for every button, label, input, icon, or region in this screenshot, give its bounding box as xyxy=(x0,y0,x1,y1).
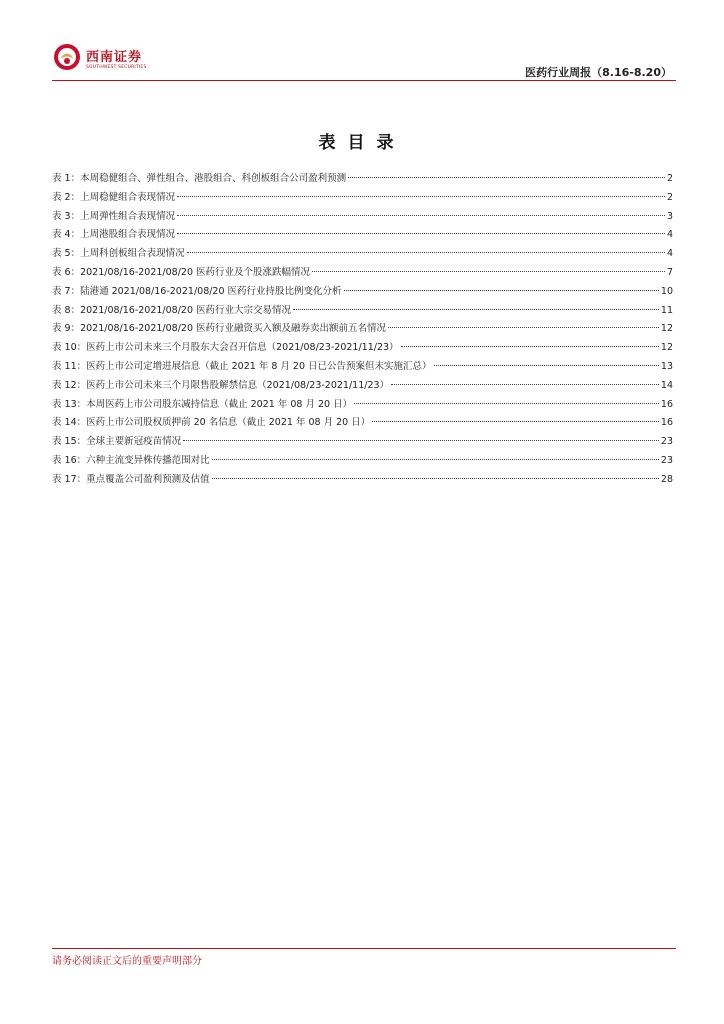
page-header xyxy=(52,40,676,82)
toc-entry-label[interactable]: 表 3：上周弹性组合表现情况 xyxy=(52,210,176,222)
toc-leader-dots xyxy=(293,309,659,310)
toc-entry-page[interactable]: 3 xyxy=(666,210,673,222)
toc-leader-dots xyxy=(177,215,665,216)
footer-disclaimer: 请务必阅读正文后的重要声明部分 xyxy=(52,956,202,967)
toc-entry-label[interactable]: 表 9：2021/08/16-2021/08/20 医药行业融资买入额及融券卖出额前五名情况 xyxy=(52,323,387,335)
toc-entry[interactable] xyxy=(52,226,673,245)
toc-entry[interactable] xyxy=(52,358,673,377)
toc-entry-page[interactable]: 13 xyxy=(660,360,673,372)
toc-entry[interactable] xyxy=(52,396,673,415)
toc-entry-label[interactable]: 表 12：医药上市公司未来三个月限售股解禁信息（2021/08/23-2021/11/23） xyxy=(52,379,390,391)
toc-leader-dots xyxy=(372,421,659,422)
toc-entry-label[interactable]: 表 2：上周稳健组合表现情况 xyxy=(52,191,176,203)
toc-entry-label[interactable]: 表 6：2021/08/16-2021/08/20 医药行业及个股涨跌幅情况 xyxy=(52,266,311,278)
toc-entry-page[interactable]: 12 xyxy=(660,342,673,354)
toc-entry-page[interactable]: 14 xyxy=(660,379,673,391)
toc-entry-label[interactable]: 表 17：重点覆盖公司盈利预测及估值 xyxy=(52,473,210,485)
toc-entry-page[interactable]: 23 xyxy=(660,454,673,466)
toc-entry[interactable] xyxy=(52,414,673,433)
toc-entry[interactable] xyxy=(52,208,673,227)
toc-entry-page[interactable]: 2 xyxy=(666,191,673,203)
toc-entry[interactable] xyxy=(52,302,673,321)
toc-leader-dots xyxy=(212,459,659,460)
toc-entry-label[interactable]: 表 15：全球主要新冠疫苗情况 xyxy=(52,436,182,448)
table-of-contents xyxy=(52,170,673,490)
toc-entry-page[interactable]: 28 xyxy=(660,473,673,485)
toc-entry[interactable] xyxy=(52,170,673,189)
toc-entry-page[interactable]: 7 xyxy=(666,266,673,278)
toc-entry-label[interactable]: 表 13：本周医药上市公司股东减持信息（截止 2021 年 08 月 20 日） xyxy=(52,398,353,410)
toc-entry-page[interactable]: 12 xyxy=(660,323,673,335)
header-divider xyxy=(52,80,676,81)
toc-entry-page[interactable]: 10 xyxy=(660,285,673,297)
toc-leader-dots xyxy=(348,177,665,178)
toc-leader-dots xyxy=(312,271,665,272)
toc-entry-label[interactable]: 表 1：本周稳健组合、弹性组合、港股组合、科创板组合公司盈利预测 xyxy=(52,173,347,184)
toc-entry[interactable] xyxy=(52,283,673,302)
toc-entry-label[interactable]: 表 11：医药上市公司定增进展信息（截止 2021 年 8 月 20 日已公告预案但未实施汇总） xyxy=(52,360,432,372)
toc-entry-label[interactable]: 表 14：医药上市公司股权质押前 20 名信息（截止 2021 年 08 月 20 日） xyxy=(52,417,371,429)
toc-entry[interactable] xyxy=(52,452,673,471)
toc-entry[interactable] xyxy=(52,264,673,283)
toc-entry[interactable] xyxy=(52,377,673,396)
toc-entry-label[interactable]: 表 16：六种主流变异株传播范围对比 xyxy=(52,454,210,466)
toc-leader-dots xyxy=(391,384,659,385)
toc-entry[interactable] xyxy=(52,320,673,339)
logo-chinese-name: 西南证券 xyxy=(86,50,143,65)
toc-entry-page[interactable]: 23 xyxy=(660,436,673,448)
toc-leader-dots xyxy=(388,327,659,328)
toc-leader-dots xyxy=(187,252,665,253)
toc-entry[interactable] xyxy=(52,433,673,452)
toc-leader-dots xyxy=(212,478,659,479)
toc-leader-dots xyxy=(177,233,665,234)
toc-leader-dots xyxy=(344,290,659,291)
toc-entry-page[interactable]: 16 xyxy=(660,398,673,410)
toc-entry-label[interactable]: 表 8：2021/08/16-2021/08/20 医药行业大宗交易情况 xyxy=(52,304,292,316)
toc-entry[interactable] xyxy=(52,189,673,208)
logo-english-name: SOUTHWEST SECURITIES xyxy=(86,65,147,70)
toc-leader-dots xyxy=(354,403,659,404)
toc-leader-dots xyxy=(183,440,659,441)
toc-entry-label[interactable]: 表 10：医药上市公司未来三个月股东大会召开信息（2021/08/23-2021/11/23） xyxy=(52,342,399,354)
toc-entry-label[interactable]: 表 4：上周港股组合表现情况 xyxy=(52,229,176,241)
toc-entry-page[interactable]: 2 xyxy=(666,173,673,184)
toc-entry-page[interactable]: 4 xyxy=(666,248,673,260)
toc-entry-label[interactable]: 表 7：陆港通 2021/08/16-2021/08/20 医药行业持股比例变化分析 xyxy=(52,285,342,297)
toc-entry[interactable] xyxy=(52,339,673,358)
footer-divider xyxy=(52,948,676,949)
toc-leader-dots xyxy=(401,346,659,347)
toc-entry-page[interactable]: 11 xyxy=(660,304,673,316)
toc-leader-dots xyxy=(434,365,659,366)
logo-emblem-icon xyxy=(52,42,82,72)
toc-entry[interactable] xyxy=(52,471,673,490)
toc-title: 表目录 xyxy=(318,133,406,153)
report-title: 医药行业周报（8.16-8.20） xyxy=(525,66,672,79)
toc-entry-page[interactable]: 4 xyxy=(666,229,673,241)
toc-entry[interactable] xyxy=(52,245,673,264)
toc-entry-label[interactable]: 表 5：上周科创板组合表现情况 xyxy=(52,248,185,260)
toc-entry-page[interactable]: 16 xyxy=(660,417,673,429)
toc-leader-dots xyxy=(177,196,665,197)
company-logo xyxy=(52,42,162,76)
